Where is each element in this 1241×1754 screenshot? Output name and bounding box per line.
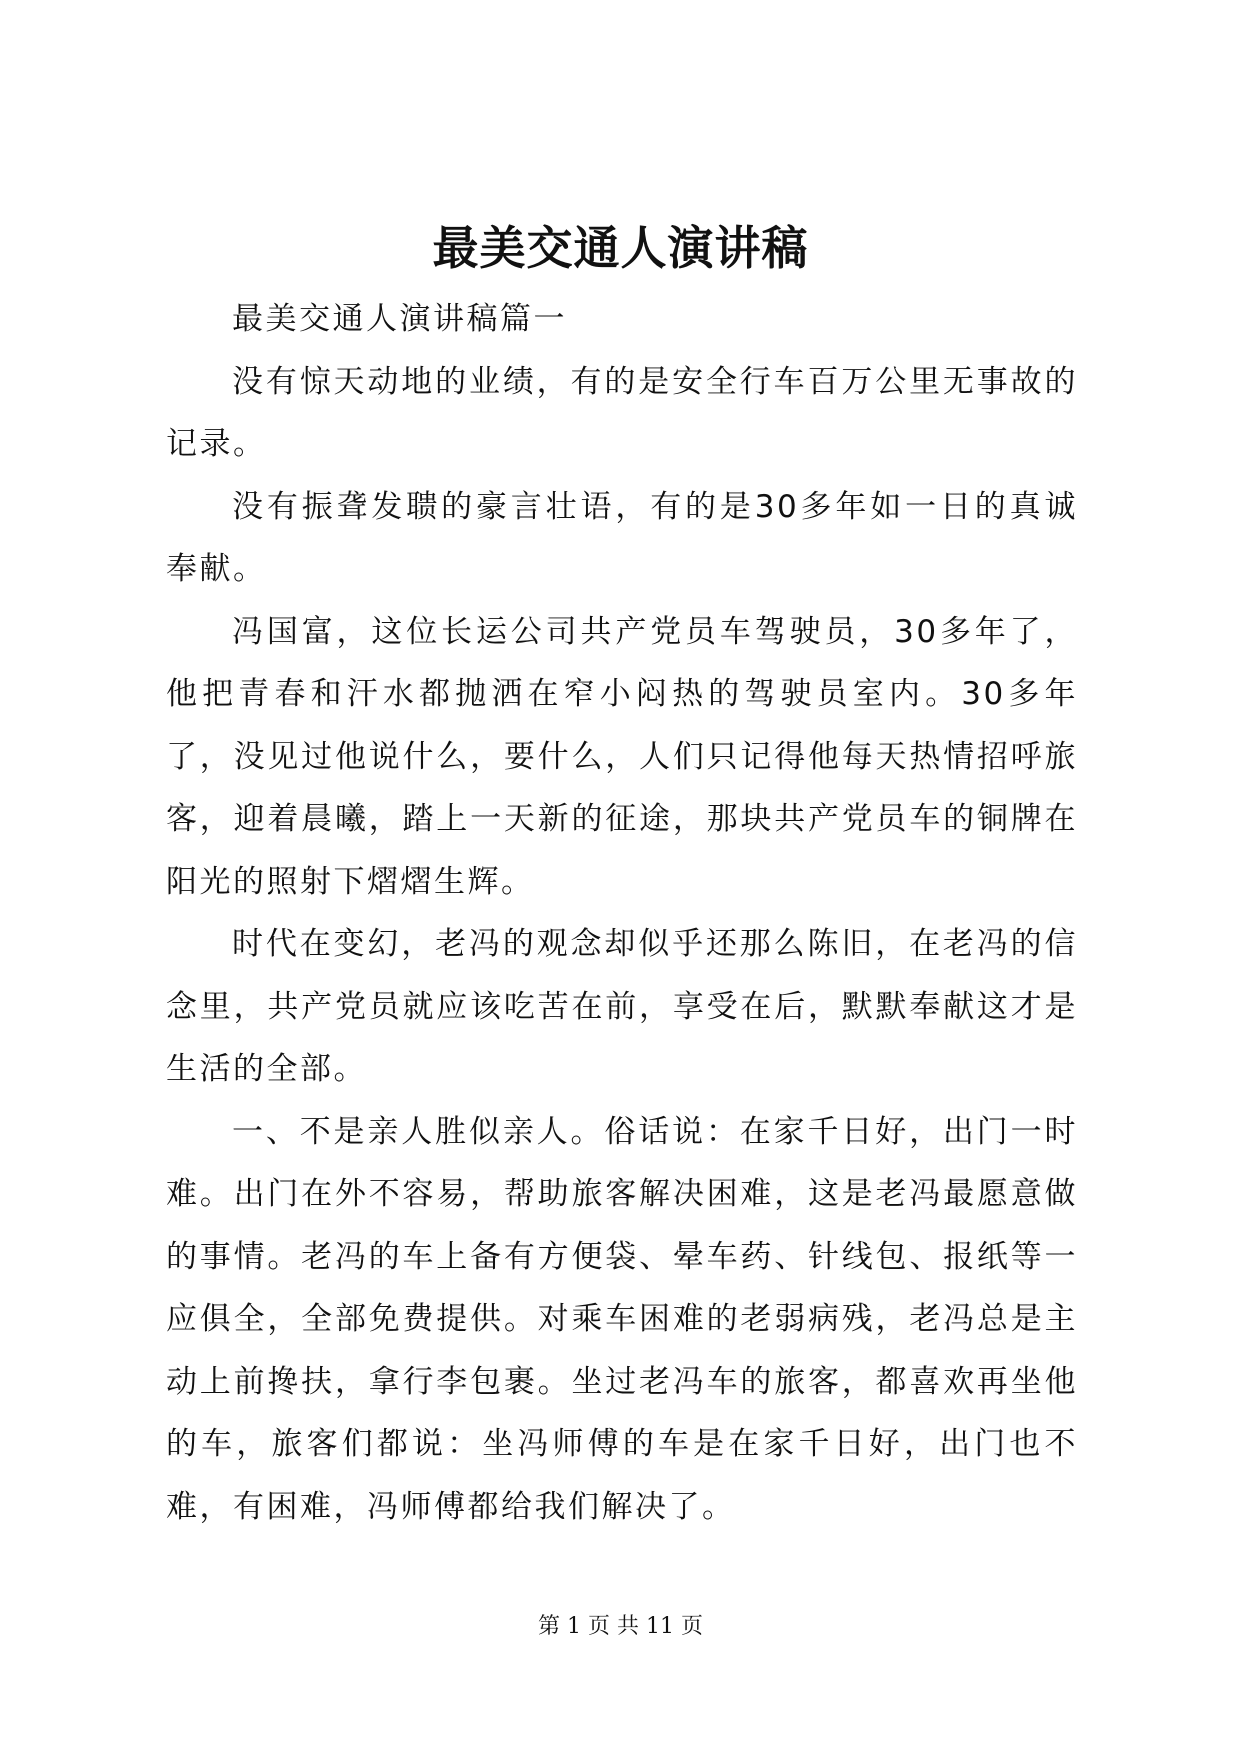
paragraph: 没有惊天动地的业绩，有的是安全行车百万公里无事故的记录。	[166, 363, 1078, 462]
page-footer: 第 1 页 共 11 页	[538, 1614, 703, 1639]
paragraph: 时代在变幻，老冯的观念却似乎还那么陈旧，在老冯的信念里，共产党员就应该吃苦在前，享受在后，默默奉献这才是生活的全部。	[166, 926, 1078, 1087]
paragraph: 冯国富，这位长运公司共产党员车驾驶员，30多年了，他把青春和汗水都抛洒在窄小闷热的驾驶员室内。30多年了，没见过他说什么，要什么，人们只记得他每天热情招呼旅客，迎着晨曦，踏上一天新的征途，那块共产党员车的铜牌在阳光的照射下熠熠生辉。	[166, 613, 1078, 900]
paragraph: 没有振聋发聩的豪言壮语，有的是30多年如一日的真诚奉献。	[166, 488, 1078, 587]
document-body	[166, 288, 1078, 1538]
document-title: 最美交通人演讲稿	[432, 221, 809, 275]
paragraph: 一、不是亲人胜似亲人。俗话说：在家千日好，出门一时难。出门在外不容易，帮助旅客解决困难，这是老冯最愿意做的事情。老冯的车上备有方便袋、晕车药、针线包、报纸等一应俱全，全部免费提供。对乘车困难的老弱病残，老冯总是主动上前搀扶，拿行李包裹。坐过老冯车的旅客，都喜欢再坐他的车，旅客们都说：坐冯师傅的车是在家千日好，出门也不难，有困难，冯师傅都给我们解决了。	[166, 1113, 1078, 1525]
paragraph: 最美交通人演讲稿篇一	[232, 301, 567, 337]
